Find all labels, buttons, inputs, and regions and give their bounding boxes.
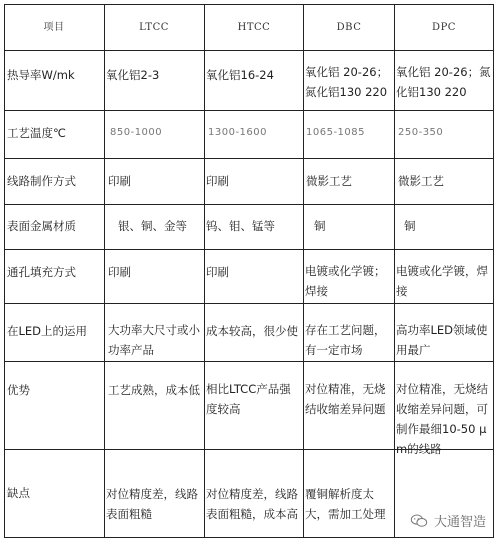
table-cell: 印刷 (206, 174, 229, 188)
table-cell: 钨、钼、锰等 (206, 219, 275, 233)
table-cell: 氧化铝 20-26；氮化铝130 220 (305, 65, 389, 99)
table-cell: 银、铜、金等 (118, 219, 187, 233)
table-cell: 氧化铝 20-26；氮化铝130 220 (396, 65, 491, 99)
row-label: 在LED上的运用 (7, 324, 88, 338)
column-divider (204, 4, 205, 538)
table-cell: 电镀或化学镀；焊接 (305, 264, 386, 298)
table-cell: 1065-1085 (306, 127, 366, 138)
row-label: 线路制作方式 (7, 174, 76, 188)
table-cell: 氧化铝2-3 (106, 68, 160, 82)
row-divider (4, 158, 494, 159)
column-divider (104, 4, 105, 538)
table-cell: 铜 (404, 219, 416, 233)
row-label: 优势 (7, 383, 30, 397)
row-label: 通孔填充方式 (7, 265, 76, 279)
table-cell: 印刷 (108, 174, 131, 188)
row-divider (4, 204, 494, 205)
table-cell: 印刷 (108, 265, 131, 279)
row-label: 表面金属材质 (7, 219, 76, 233)
table-cell: 存在工艺问题，有一定市场 (305, 323, 386, 357)
table-border-right (493, 4, 494, 538)
wechat-icon (410, 514, 428, 528)
table-cell: 对位精准，无烧结收缩差异问题 (305, 382, 386, 416)
watermark (410, 511, 486, 530)
row-divider (4, 303, 494, 304)
table-cell: 氧化铝16-24 (206, 68, 274, 82)
header-cell-item: 项目 (43, 22, 65, 33)
row-divider (4, 249, 494, 250)
row-divider (4, 110, 494, 111)
header-cell-htcc: HTCC (237, 22, 271, 33)
header-cell-ltcc: LTCC (139, 22, 169, 33)
table-cell: 850-1000 (110, 127, 163, 138)
table-cell: 相比LTCC产品强度较高 (206, 382, 291, 416)
table-cell: 对位精准，无烧结收缩差异问题，可制作最细10-50 μm的线路 (396, 382, 488, 456)
table-cell: 成本较高，很少使 (206, 324, 298, 338)
row-label: 热导率W/mk (7, 68, 75, 82)
table-cell: 电镀或化学镀，焊接 (396, 264, 488, 298)
table-border-top (4, 4, 494, 5)
table-cell: 工艺成熟，成本低 (108, 383, 200, 397)
row-divider (4, 50, 494, 51)
row-label: 缺点 (7, 486, 30, 500)
header-cell-dbc: DBC (336, 22, 362, 33)
header-cell-dpc: DPC (432, 22, 456, 33)
table-cell: 微影工艺 (398, 174, 444, 188)
row-divider (4, 361, 494, 362)
table-cell: 1300-1600 (208, 127, 268, 138)
column-divider (303, 4, 304, 538)
comparison-table (4, 4, 494, 538)
table-border-left (4, 4, 5, 538)
table-cell: 大功率大尺寸或小功率产品 (108, 323, 200, 357)
table-cell: 覆铜解析度太大，需加工处理 (305, 487, 386, 521)
table-cell: 高功率LED领域使用最广 (396, 323, 488, 357)
column-divider (394, 4, 395, 538)
table-cell: 250-350 (398, 127, 444, 138)
table-cell: 对位精度差，线路表面粗糙，成本高 (206, 487, 298, 521)
watermark-text: 大通智造 (433, 515, 486, 530)
row-label: 工艺温度℃ (7, 126, 66, 140)
table-cell: 印刷 (206, 265, 229, 279)
table-border-bottom (4, 537, 494, 538)
table-cell: 微影工艺 (306, 174, 352, 188)
table-cell: 铜 (314, 219, 326, 233)
table-cell: 对位精度差，线路表面粗糙 (106, 487, 198, 521)
